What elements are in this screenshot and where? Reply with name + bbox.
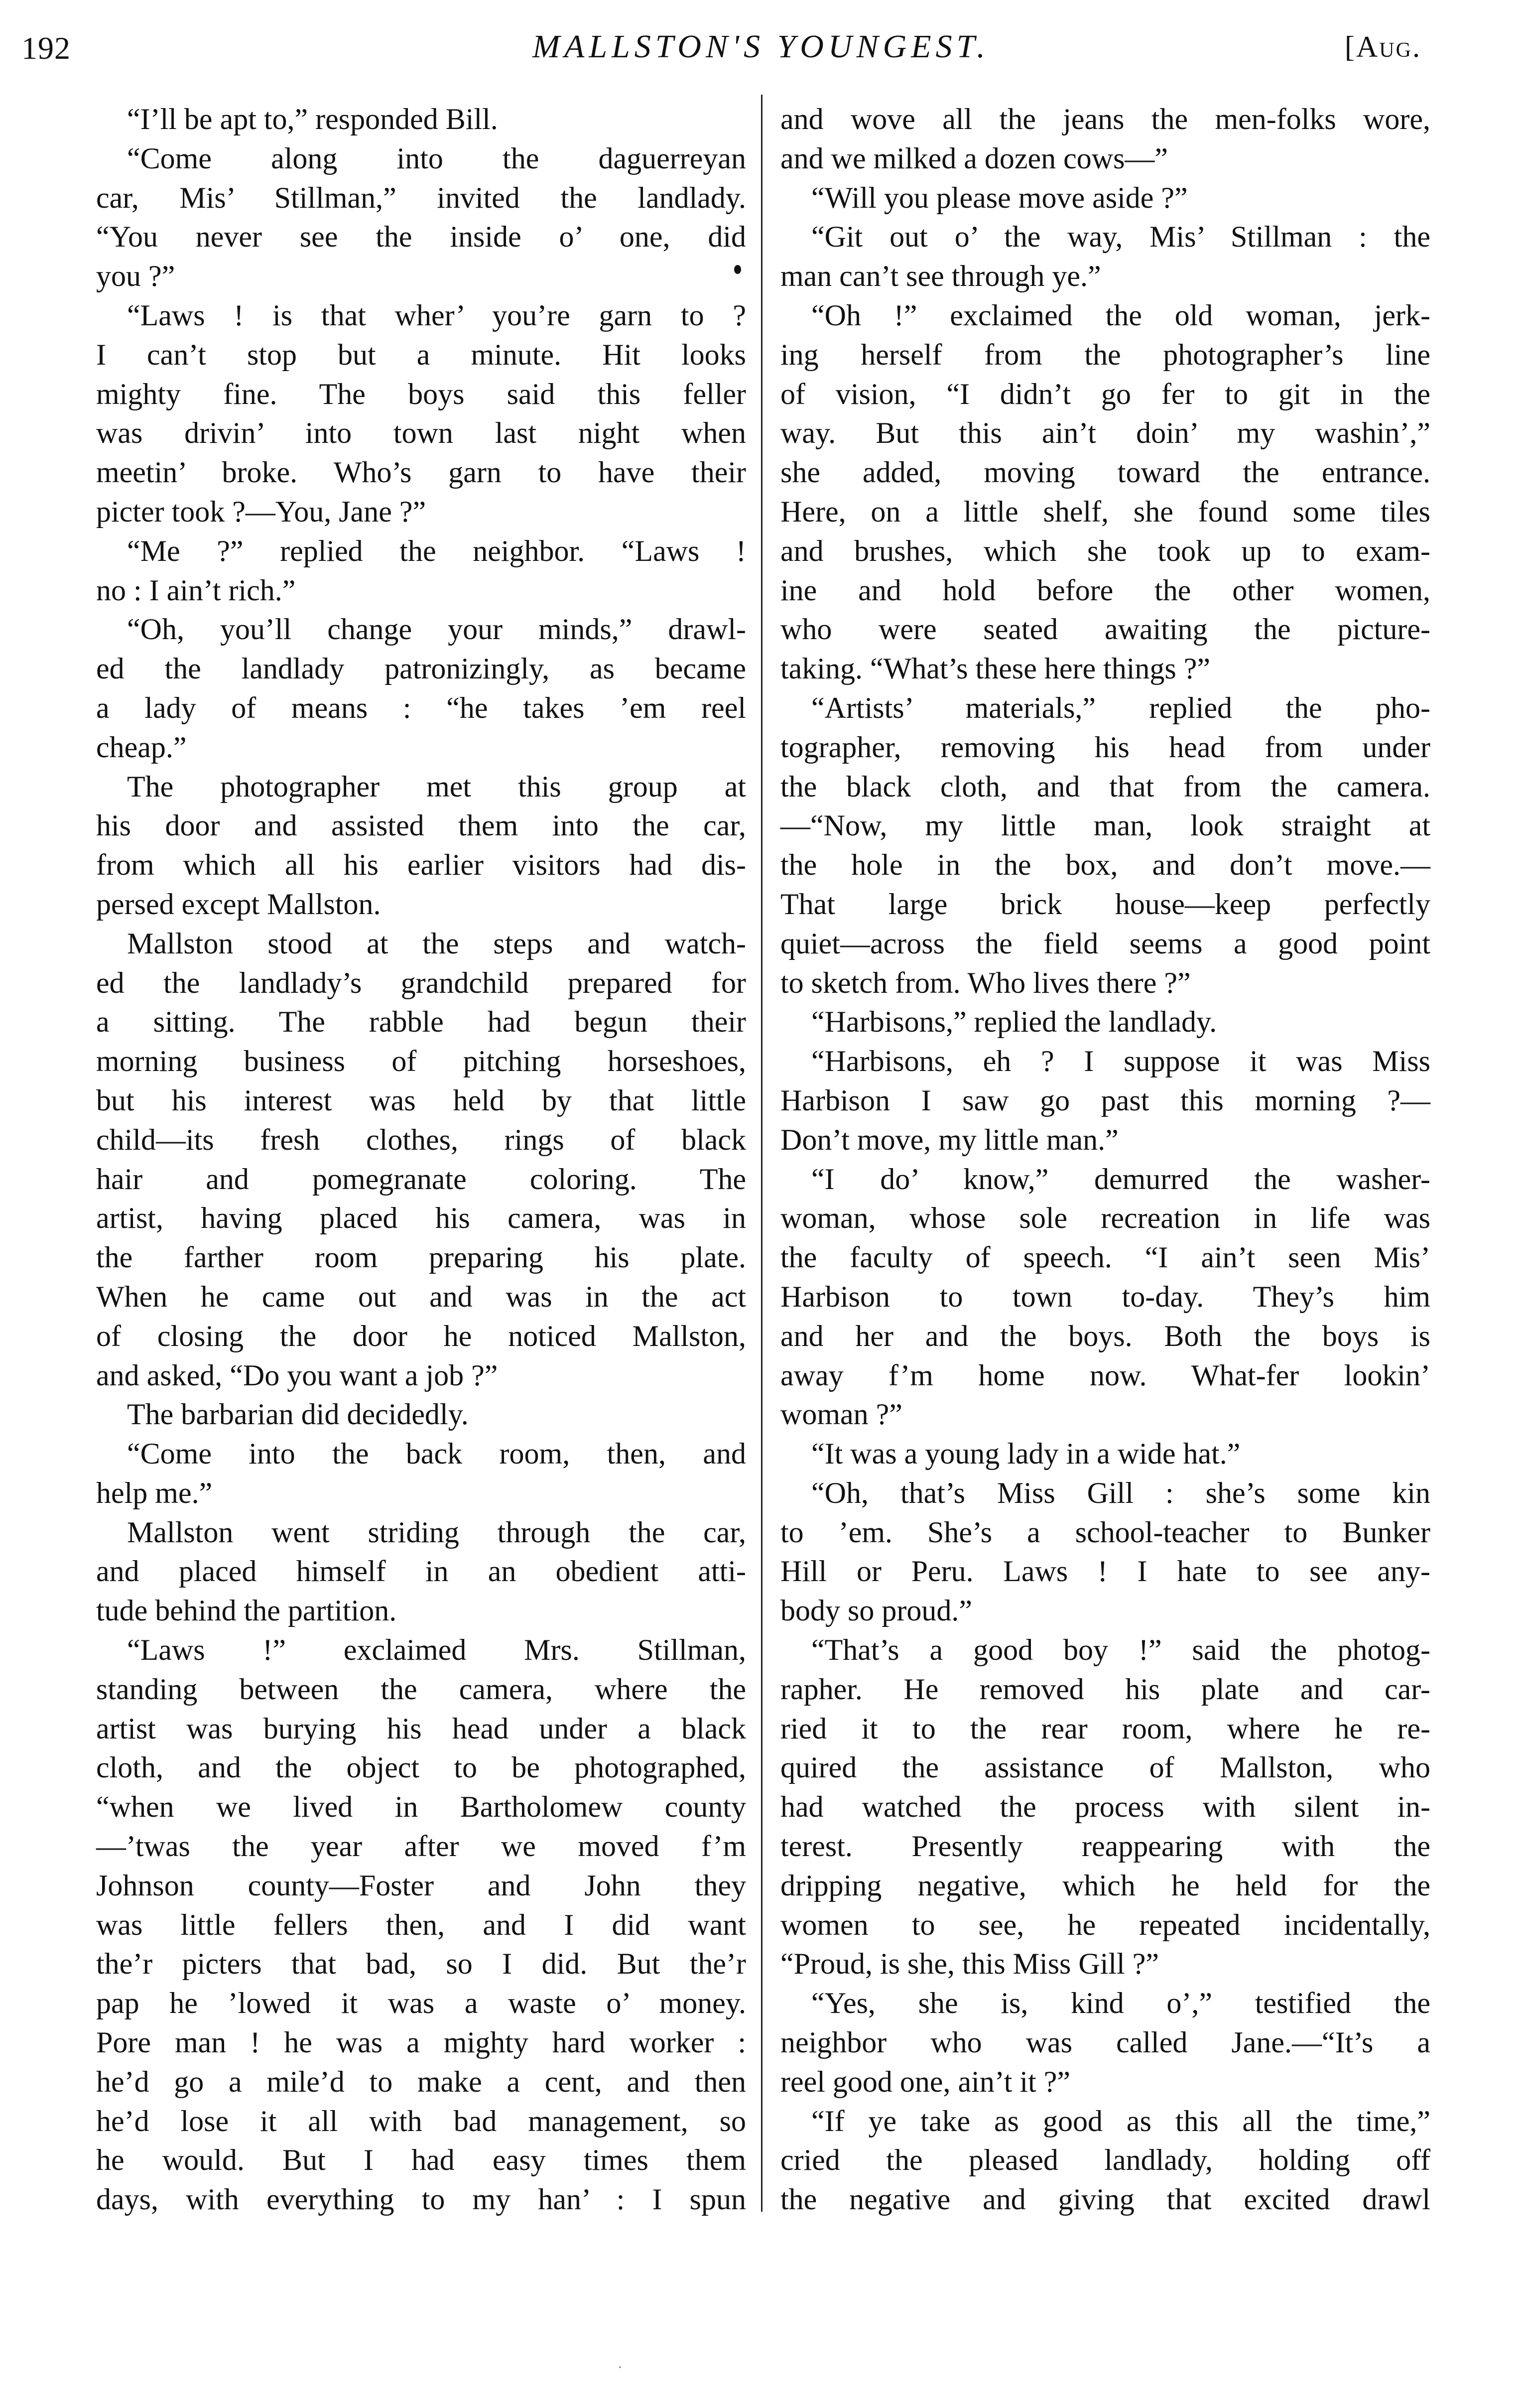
text-line: “Laws !” exclaimed Mrs. Stillman, xyxy=(127,1633,746,1667)
text-line: “It was a young lady in a wide hat.” xyxy=(811,1437,1241,1471)
text-line: ed the landlady patronizingly, as became xyxy=(96,652,746,685)
text-line: quiet—across the field seems a good point xyxy=(780,927,1430,960)
text-line: “Come along into the daguerreyan xyxy=(127,141,746,175)
text-line: rapher. He removed his plate and car- xyxy=(780,1672,1430,1706)
text-line: When he came out and was in the act xyxy=(96,1280,746,1313)
text-line: “Proud, is she, this Miss Gill ?” xyxy=(780,1947,1159,1981)
text-line: “Harbisons,” replied the landlady. xyxy=(811,1005,1217,1039)
text-line: Mallston stood at the steps and watch- xyxy=(127,927,746,960)
text-line: “Yes, she is, kind o’,” testified the xyxy=(811,1987,1430,2020)
text-line: “Come into the back room, then, and xyxy=(127,1437,746,1471)
text-line: “Harbisons, eh ? I suppose it was Miss xyxy=(811,1045,1430,1078)
issue-month: [Aug. xyxy=(1345,30,1421,63)
text-line: “That’s a good boy !” said the photog- xyxy=(811,1633,1430,1667)
text-line: and brushes, which she took up to exam- xyxy=(780,534,1430,567)
text-line: reel good one, ain’t it ?” xyxy=(780,2065,1071,2098)
text-line: taking. “What’s these here things ?” xyxy=(780,652,1211,685)
text-line: Hill or Peru. Laws ! I hate to see any- xyxy=(780,1555,1430,1588)
text-line: cheap.” xyxy=(96,730,187,764)
text-line: The photographer met this group at xyxy=(127,770,746,803)
text-line: “when we lived in Bartholomew county xyxy=(96,1790,746,1824)
text-line: and placed himself in an obedient atti- xyxy=(96,1555,746,1588)
text-line: a sitting. The rabble had begun their xyxy=(96,1005,746,1039)
text-line: “Oh, that’s Miss Gill : she’s some kin xyxy=(811,1476,1430,1509)
text-line: cloth, and the object to be photographed, xyxy=(96,1751,746,1784)
text-line: the’r picters that bad, so I did. But the’r xyxy=(96,1947,746,1981)
text-line: the hole in the box, and don’t move.— xyxy=(780,848,1430,882)
text-line: “Artists’ materials,” replied the pho- xyxy=(811,691,1430,724)
text-line: hair and pomegranate coloring. The xyxy=(96,1162,746,1196)
text-line: man can’t see through ye.” xyxy=(780,260,1101,293)
text-line: neighbor who was called Jane.—“It’s a xyxy=(780,2026,1430,2059)
text-line: she added, moving toward the entrance. xyxy=(780,456,1430,489)
text-line: women to see, he repeated incidentally, xyxy=(780,1908,1430,1941)
running-header xyxy=(0,20,1522,80)
text-line: ried it to the rear room, where he re- xyxy=(780,1712,1430,1745)
text-line: “Git out o’ the way, Mis’ Stillman : the xyxy=(811,220,1430,254)
text-line: was little fellers then, and I did want xyxy=(96,1908,746,1941)
column-divider-rule xyxy=(761,95,762,2212)
text-line: standing between the camera, where the xyxy=(96,1672,746,1706)
text-line: no : I ain’t rich.” xyxy=(96,573,296,607)
text-line: meetin’ broke. Who’s garn to have their xyxy=(96,456,746,489)
text-line: the black cloth, and that from the camera. xyxy=(780,770,1430,803)
text-line: quired the assistance of Mallston, who xyxy=(780,1751,1430,1784)
text-line: morning business of pitching horseshoes, xyxy=(96,1045,746,1078)
text-line: to sketch from. Who lives there ?” xyxy=(780,966,1191,999)
text-line: tude behind the partition. xyxy=(96,1594,397,1627)
text-line: woman ?” xyxy=(780,1398,902,1431)
text-line: persed except Mallston. xyxy=(96,887,381,921)
text-line: “You never see the inside o’ one, did xyxy=(96,220,746,254)
text-line: days, with everything to my han’ : I spun xyxy=(96,2183,746,2216)
text-line: artist was burying his head under a black xyxy=(96,1712,746,1745)
text-line: he’d go a mile’d to make a cent, and then xyxy=(96,2065,746,2098)
text-line: he would. But I had easy times them xyxy=(96,2143,746,2177)
running-title: MALLSTON'S YOUNGEST. xyxy=(532,28,990,65)
text-line: body so proud.” xyxy=(780,1594,972,1627)
text-line: a lady of means : “he takes ’em reel xyxy=(96,691,746,724)
text-line: his door and assisted them into the car, xyxy=(96,809,746,842)
text-line: Harbison to town to-day. They’s him xyxy=(780,1280,1430,1313)
text-line: The barbarian did decidedly. xyxy=(127,1398,469,1431)
text-line: and her and the boys. Both the boys is xyxy=(780,1319,1430,1352)
text-line: and wove all the jeans the men-folks wore, xyxy=(780,103,1430,135)
text-line: mighty fine. The boys said this feller xyxy=(96,377,746,410)
text-line: of vision, “I didn’t go fer to git in the xyxy=(780,377,1430,410)
text-line: was drivin’ into town last night when xyxy=(96,416,746,450)
text-line: woman, whose sole recreation in life was xyxy=(780,1202,1430,1235)
text-line: —“Now, my little man, look straight at xyxy=(780,809,1430,842)
text-line: way. But this ain’t doin’ my washin’,” xyxy=(780,416,1430,450)
text-line: “Oh, you’ll change your minds,” drawl- xyxy=(127,613,746,646)
text-line: “Will you please move aside ?” xyxy=(811,181,1188,214)
text-line: help me.” xyxy=(96,1476,213,1509)
text-line: had watched the process with silent in- xyxy=(780,1790,1430,1824)
text-line: “I do’ know,” demurred the washer- xyxy=(811,1162,1430,1196)
text-line: tographer, removing his head from under xyxy=(780,730,1430,764)
text-line: Pore man ! he was a mighty hard worker : xyxy=(96,2026,746,2059)
text-line: Don’t move, my little man.” xyxy=(780,1123,1119,1156)
text-line: child—its fresh clothes, rings of black xyxy=(96,1123,746,1156)
scan-speck xyxy=(619,2366,621,2368)
text-line: —’twas the year after we moved f’m xyxy=(96,1830,746,1863)
text-line: artist, having placed his camera, was in xyxy=(96,1202,746,1235)
text-line: you ?” xyxy=(96,260,175,293)
text-line: Harbison I saw go past this morning ?— xyxy=(780,1083,1430,1117)
text-line: Here, on a little shelf, she found some tiles xyxy=(780,495,1430,528)
text-line: and we milked a dozen cows—” xyxy=(780,141,1168,175)
text-line: “Laws ! is that wher’ you’re garn to ? xyxy=(127,298,746,332)
text-line: the faculty of speech. “I ain’t seen Mis’ xyxy=(780,1241,1430,1274)
text-line: ine and hold before the other women, xyxy=(780,573,1430,607)
text-line: the negative and giving that excited drawl xyxy=(780,2183,1430,2216)
text-line: dripping negative, which he held for the xyxy=(780,1869,1430,1902)
text-line: he’d lose it all with bad management, so xyxy=(96,2104,746,2138)
text-line: “Me ?” replied the neighbor. “Laws ! xyxy=(127,534,746,567)
text-line: from which all his earlier visitors had dis- xyxy=(96,848,746,882)
text-line: but his interest was held by that little xyxy=(96,1083,746,1117)
text-line: car, Mis’ Stillman,” invited the landlady. xyxy=(96,181,746,214)
text-line: the farther room preparing his plate. xyxy=(96,1241,746,1274)
text-line: picter took ?—You, Jane ?” xyxy=(96,495,426,528)
text-line: cried the pleased landlady, holding off xyxy=(780,2143,1430,2177)
text-line: of closing the door he noticed Mallston, xyxy=(96,1319,746,1352)
text-line: “If ye take as good as this all the time,” xyxy=(811,2104,1430,2138)
left-text-column xyxy=(96,100,746,2219)
text-line: That large brick house—keep perfectly xyxy=(780,887,1430,921)
text-line: and asked, “Do you want a job ?” xyxy=(96,1358,498,1392)
text-line: “Oh !” exclaimed the old woman, jerk- xyxy=(811,298,1430,332)
text-line: Johnson county—Foster and John they xyxy=(96,1869,746,1902)
text-line: pap he ’lowed it was a waste o’ money. xyxy=(96,1987,746,2020)
text-line: Mallston went striding through the car, xyxy=(127,1515,746,1549)
text-line: away f’m home now. What-fer lookin’ xyxy=(780,1358,1430,1392)
text-line: I can’t stop but a minute. Hit looks xyxy=(96,338,746,371)
right-text-column xyxy=(780,100,1430,2219)
page-number: 192 xyxy=(21,30,71,66)
text-line: ing herself from the photographer’s line xyxy=(780,338,1430,371)
text-line: ed the landlady’s grandchild prepared for xyxy=(96,966,746,999)
text-line: “I’ll be apt to,” responded Bill. xyxy=(127,103,498,135)
text-line: to ’em. She’s a school-teacher to Bunker xyxy=(780,1515,1430,1549)
text-line: terest. Presently reappearing with the xyxy=(780,1830,1430,1863)
text-line: who were seated awaiting the picture- xyxy=(780,613,1430,646)
